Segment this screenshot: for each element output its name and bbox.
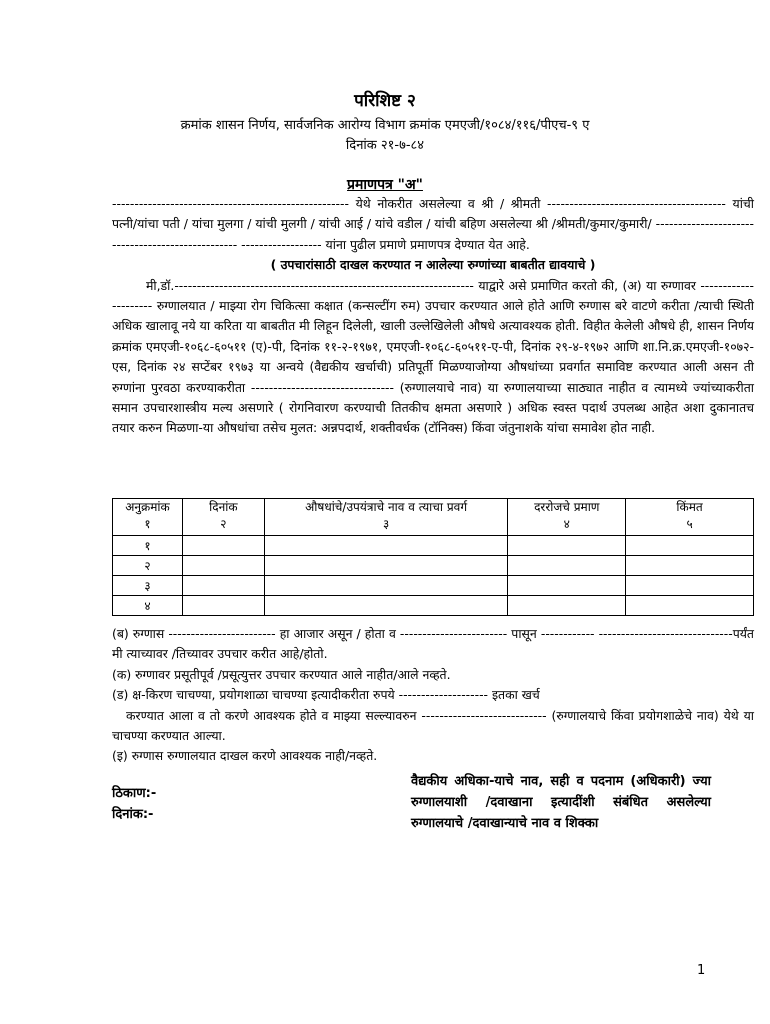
price-cell[interactable] bbox=[626, 536, 754, 556]
row-number: ४ bbox=[113, 596, 183, 616]
dose-cell[interactable] bbox=[508, 556, 626, 576]
table-row bbox=[113, 556, 754, 576]
date-cell[interactable] bbox=[182, 556, 264, 576]
certificate-clauses bbox=[112, 624, 754, 767]
table-header-row bbox=[113, 499, 754, 536]
place-date-block bbox=[112, 783, 156, 825]
table-row bbox=[113, 596, 754, 616]
medicine-table bbox=[112, 498, 754, 616]
table-header: दिनांक २ bbox=[182, 499, 264, 536]
clause-k: (क) रुग्णावर प्रसूतीपूर्व /प्रसूत्युत्तर उपचार करण्यात आले नाहीत/आले नव्हते. bbox=[112, 666, 451, 682]
date-cell[interactable] bbox=[182, 596, 264, 616]
medicine-cell[interactable] bbox=[264, 596, 508, 616]
place-label: ठिकाण:- bbox=[112, 786, 157, 801]
date-cell[interactable] bbox=[182, 536, 264, 556]
dose-cell[interactable] bbox=[508, 576, 626, 596]
row-number: १ bbox=[113, 536, 183, 556]
date-label: दिनांक:- bbox=[112, 807, 154, 822]
medicine-cell[interactable] bbox=[264, 576, 508, 596]
officer-signature-block: वैद्यकीय अधिका-याचे नाव, सही व पदनाम (अधिकारी) ज्या रुग्णालयाशी /दवाखाना इत्यादींशी संबंधित असलेल्या रुग्णालयाचे /दवाखान्याचे नाव व शिक्का bbox=[411, 774, 711, 831]
table-row bbox=[113, 576, 754, 596]
table-header: अनुक्रमांक १ bbox=[113, 499, 183, 536]
table-row bbox=[113, 536, 754, 556]
document-title: परिशिष्ट २ bbox=[354, 91, 416, 111]
table-header: दररोजचे प्रमाण ४ bbox=[508, 499, 626, 536]
clause-d-continued: करण्यात आला व तो करणे आवश्यक होते व माझ्या सल्ल्यावरुन ---------------------------- (रुग्णालयाचे किंवा प्रयोगशाळेचे नाव) येथे या चाचण्या करण्यात आल्या. bbox=[112, 707, 754, 744]
medicine-cell[interactable] bbox=[264, 556, 508, 576]
certificate-paragraph-2: मी,डॉ.------------------------------------------------------------------- याद्वारे असे प्रमाणित करतो की, (अ) या रुग्णावर --------------------- रुग्णालयात / माझ्या रोग चिकित्सा कक्षात (कन्सल्टींग रुम) उपचार करण्यात आले होते आणि रुग्णास बरे वाटणे करीता /त्याची स्थिती अधिक खालावू नये या करिता या बाबतीत मी लिहून दिलेली, खाली उल्लेखिलेली औषधे अत्यावश्यक होती. विहीत केलेली औषधे ही, शासन निर्णय क्रमांक एमएजी-१०६८-६०५११ (ए)-पी, दिनांक ११-२-१९७१, एमएजी-१०६८-६०५११-ए-पी, दिनांक २९-४-१९७२ आणि शा.नि.क्र.एमएजी-१०७२-एस, दिनांक २४ सप्टेंबर १९७३ या अन्वये (वैद्यकीय खर्चाची) प्रतिपूर्ती मिळण्याजोग्या औषधांच्या प्रवर्गात समाविष्ट करण्यात आली असन ती रुग्णांना पुरवठा करण्याकरीता -------------------------------- (रुग्णालयाचे नाव) या रुग्णालयाच्या साठ्यात नाहीत व त्यामध्ये ज्यांच्याकरीता समान उपचारशास्त्रीय मल्य असणारे ( रोगनिवारण करण्याची तितकीच क्षमता असणारे ) अधिक स्वस्त पदार्थ उपलब्ध आहेत अशा दुकानातच तयार करुन मिळणा-या औषधांचा तसेच मुलत: अन्नपदार्थ, शक्तीवर्धक (टॉनिक्स) किंवा जंतुनाशके यांचा समावेश होत नाही. bbox=[112, 277, 754, 436]
dose-cell[interactable] bbox=[508, 536, 626, 556]
certificate-paragraph-1: ----------------------------------------------------- येथे नोकरीत असलेल्या व श्री / श्रीमती ---------------------------------------- यांची पत्नी/यांचा पती / यांचा मुलगा / यांची मुलगी / यांची आई / यांचे वडील / यांची बहिण असलेल्या श्री /श्रीमती/कुमार/कुमारी/ -------------------------------------------------- ------------------ यांना पुढील प्रमाणे प्रमाणपत्र देण्यात येत आहे. bbox=[112, 196, 754, 252]
clause-i: (इ) रुग्णास रुग्णालयात दाखल करणे आवश्यक नाही/नव्हते. bbox=[112, 748, 378, 764]
row-number: ३ bbox=[113, 576, 183, 596]
dose-cell[interactable] bbox=[508, 596, 626, 616]
price-cell[interactable] bbox=[626, 556, 754, 576]
gr-reference: क्रमांक शासन निर्णय, सार्वजनिक आरोग्य विभाग क्रमांक एमएजी/१०८४/११६/पीएच-९ ए bbox=[180, 118, 590, 133]
clause-b: (ब) रुग्णास ------------------------ हा आजार असून / होता व ------------------------ पासून ------------ ------------------------------पर्यंत मी त्याच्यावर /तिच्यावर उपचार करीत आहे/होतो. bbox=[112, 626, 754, 662]
page-number: 1 bbox=[697, 963, 706, 978]
certificate-heading: प्रमाणपत्र "अ" bbox=[347, 177, 423, 193]
medicine-cell[interactable] bbox=[264, 536, 508, 556]
certificate-subheading: ( उपचारांसाठी दाखल करण्यात न आलेल्या रुग्णांच्या बाबतीत द्यावयाचे ) bbox=[270, 257, 596, 273]
table-header: औषधांचे/उपयंत्राचे नाव व त्याचा प्रवर्ग ३ bbox=[264, 499, 508, 536]
row-number: २ bbox=[113, 556, 183, 576]
table-header: किंमत ५ bbox=[626, 499, 754, 536]
price-cell[interactable] bbox=[626, 596, 754, 616]
price-cell[interactable] bbox=[626, 576, 754, 596]
gr-date: दिनांक २१-७-८४ bbox=[345, 138, 425, 153]
date-cell[interactable] bbox=[182, 576, 264, 596]
certificate-body bbox=[112, 194, 754, 439]
clause-d: (ड) क्ष-किरण चाचण्या, प्रयोगशाळा चाचण्या इत्यादीकरीता रुपये -------------------- इतका खर्च bbox=[112, 687, 540, 703]
